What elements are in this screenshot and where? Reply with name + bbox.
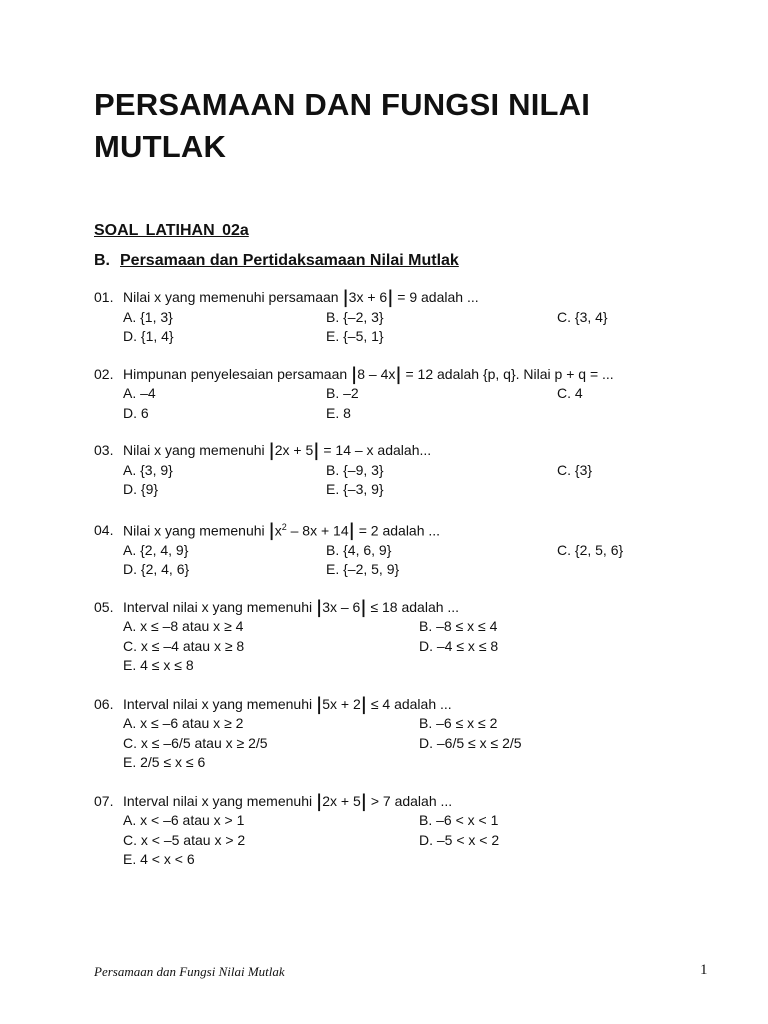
- option-e: E. 2/5 ≤ x ≤ 6: [123, 754, 206, 771]
- question-text: Interval nilai x yang memenuhi: [123, 792, 313, 809]
- option-a: A. {2, 4, 9}: [123, 541, 189, 558]
- option-b: B. {4, 6, 9}: [326, 541, 392, 558]
- option-row: [94, 617, 714, 637]
- question-text: Interval nilai x yang memenuhi: [123, 695, 313, 712]
- abs-bar-right: |: [314, 439, 319, 462]
- option-d: D. {1, 4}: [123, 328, 174, 344]
- subsection-letter: B.: [94, 252, 110, 269]
- question-expression: 3x + 6: [348, 289, 388, 305]
- question-text-end: ≤ 18 adalah ...: [370, 598, 460, 615]
- option-e: E. {–3, 9}: [326, 481, 384, 497]
- option-row: [94, 327, 714, 347]
- option-row: [94, 404, 714, 424]
- question-expression: 2x + 5: [274, 442, 314, 458]
- page-number: 1: [700, 962, 708, 978]
- footer-title: Persamaan dan Fungsi Nilai Mutlak: [94, 964, 285, 979]
- question-text-end: = 14 – x adalah...: [323, 442, 432, 458]
- option-row: [94, 850, 714, 870]
- abs-bar-left: |: [317, 693, 322, 715]
- option-row: [94, 461, 714, 481]
- question-text-end: = 12 adalah {p, q}. Nilai p + q = ...: [405, 365, 614, 382]
- question-stem: [94, 365, 714, 385]
- abs-bar-left: |: [269, 519, 274, 542]
- option-a: A. {3, 9}: [123, 461, 173, 478]
- option-e: E. 4 ≤ x ≤ 8: [123, 657, 194, 674]
- question-7: [94, 792, 714, 870]
- option-b: B. –8 ≤ x ≤ 4: [419, 618, 498, 635]
- subsection-heading: [94, 252, 459, 270]
- option-c: C. x ≤ –4 atau x ≥ 8: [123, 637, 245, 654]
- option-row: [94, 384, 714, 404]
- option-row: [94, 753, 714, 773]
- question-text-end: = 9 adalah ...: [397, 289, 479, 305]
- abs-bar-right: |: [361, 790, 366, 812]
- option-d: D. {2, 4, 6}: [123, 561, 190, 578]
- question-5: [94, 598, 714, 676]
- page-title: PERSAMAAN DAN FUNGSI NILAI MUTLAK: [94, 87, 591, 164]
- option-row: [94, 560, 714, 580]
- question-list: [94, 288, 714, 870]
- exponent: 2: [281, 521, 287, 532]
- abs-bar-right: |: [388, 286, 393, 309]
- option-b: B. –6 ≤ x ≤ 2: [419, 715, 498, 732]
- question-number: 05.: [94, 598, 114, 615]
- section-heading: SOAL LATIHAN 02a: [94, 222, 249, 239]
- question-number: 07.: [94, 792, 114, 809]
- question-number: 01.: [94, 289, 114, 305]
- option-e: E. {–2, 5, 9}: [326, 561, 400, 578]
- option-row: [94, 831, 714, 851]
- option-d: D. 6: [123, 404, 149, 421]
- abs-bar-left: |: [317, 596, 322, 618]
- option-row: [94, 714, 714, 734]
- question-stem: [94, 598, 714, 618]
- subsection-title: Persamaan dan Pertidaksamaan Nilai Mutlak: [120, 252, 459, 269]
- question-expression-base: x: [274, 522, 282, 539]
- question-text: Interval nilai x yang memenuhi: [123, 598, 313, 615]
- question-number: 04.: [94, 522, 114, 539]
- question-stem: [94, 695, 714, 715]
- question-text: Nilai x yang memenuhi persamaan: [123, 289, 339, 305]
- question-text-end: ≤ 4 adalah ...: [370, 695, 452, 712]
- option-b: B. –2: [326, 385, 359, 401]
- question-number: 03.: [94, 442, 114, 458]
- question-stem: [94, 288, 714, 308]
- option-e: E. {–5, 1}: [326, 328, 384, 344]
- option-b: B. {–2, 3}: [326, 308, 384, 325]
- question-expression: 5x + 2: [322, 695, 361, 712]
- option-b: B. –6 < x < 1: [419, 812, 499, 829]
- abs-bar-right: |: [396, 363, 401, 385]
- question-expression: 3x – 6: [322, 598, 361, 615]
- question-2: [94, 365, 714, 424]
- question-expression: 8 – 4x: [357, 365, 396, 382]
- option-row: [94, 656, 714, 676]
- option-c: C. 4: [557, 385, 583, 401]
- option-d: D. –5 < x < 2: [419, 831, 500, 848]
- abs-bar-right: |: [349, 519, 354, 542]
- abs-bar-left: |: [317, 790, 322, 812]
- option-a: A. x ≤ –8 atau x ≥ 4: [123, 618, 244, 635]
- question-6: [94, 695, 714, 773]
- option-a: A. x < –6 atau x > 1: [123, 812, 245, 829]
- question-text: Himpunan penyelesaian persamaan: [123, 365, 348, 382]
- option-row: [94, 480, 714, 500]
- abs-bar-left: |: [343, 286, 348, 309]
- option-e: E. 8: [326, 404, 351, 421]
- abs-bar-right: |: [361, 596, 366, 618]
- question-text-end: > 7 adalah ...: [370, 792, 453, 809]
- option-c: C. {3, 4}: [557, 308, 608, 325]
- option-c: C. x < –5 atau x > 2: [123, 831, 246, 848]
- option-c: C. {3}: [557, 461, 593, 478]
- option-row: [94, 541, 714, 561]
- option-e: E. 4 < x < 6: [123, 851, 195, 868]
- option-c: C. {2, 5, 6}: [557, 541, 624, 558]
- question-text-end: = 2 adalah ...: [358, 522, 441, 539]
- question-1: [94, 288, 714, 347]
- abs-bar-left: |: [352, 363, 357, 385]
- question-expression: 2x + 5: [322, 792, 361, 809]
- question-stem: [94, 518, 714, 541]
- option-row: [94, 637, 714, 657]
- option-row: [94, 308, 714, 328]
- question-stem: [94, 441, 714, 461]
- abs-bar-right: |: [361, 693, 366, 715]
- question-4: [94, 518, 714, 580]
- option-row: [94, 734, 714, 754]
- abs-bar-left: |: [269, 439, 274, 462]
- option-a: A. –4: [123, 385, 156, 401]
- question-text: Nilai x yang memenuhi: [123, 442, 265, 458]
- option-d: D. –6/5 ≤ x ≤ 2/5: [419, 734, 522, 751]
- question-number: 06.: [94, 695, 114, 712]
- option-b: B. {–9, 3}: [326, 461, 384, 478]
- option-d: D. –4 ≤ x ≤ 8: [419, 637, 499, 654]
- question-3: [94, 441, 714, 500]
- option-row: [94, 811, 714, 831]
- option-c: C. x ≤ –6/5 atau x ≥ 2/5: [123, 734, 268, 751]
- option-a: A. x ≤ –6 atau x ≥ 2: [123, 715, 244, 732]
- option-a: A. {1, 3}: [123, 308, 173, 325]
- question-number: 02.: [94, 365, 114, 382]
- question-text: Nilai x yang memenuhi: [123, 522, 265, 539]
- question-stem: [94, 792, 714, 812]
- option-d: D. {9}: [123, 481, 159, 497]
- question-expression: – 8x + 14: [286, 522, 349, 539]
